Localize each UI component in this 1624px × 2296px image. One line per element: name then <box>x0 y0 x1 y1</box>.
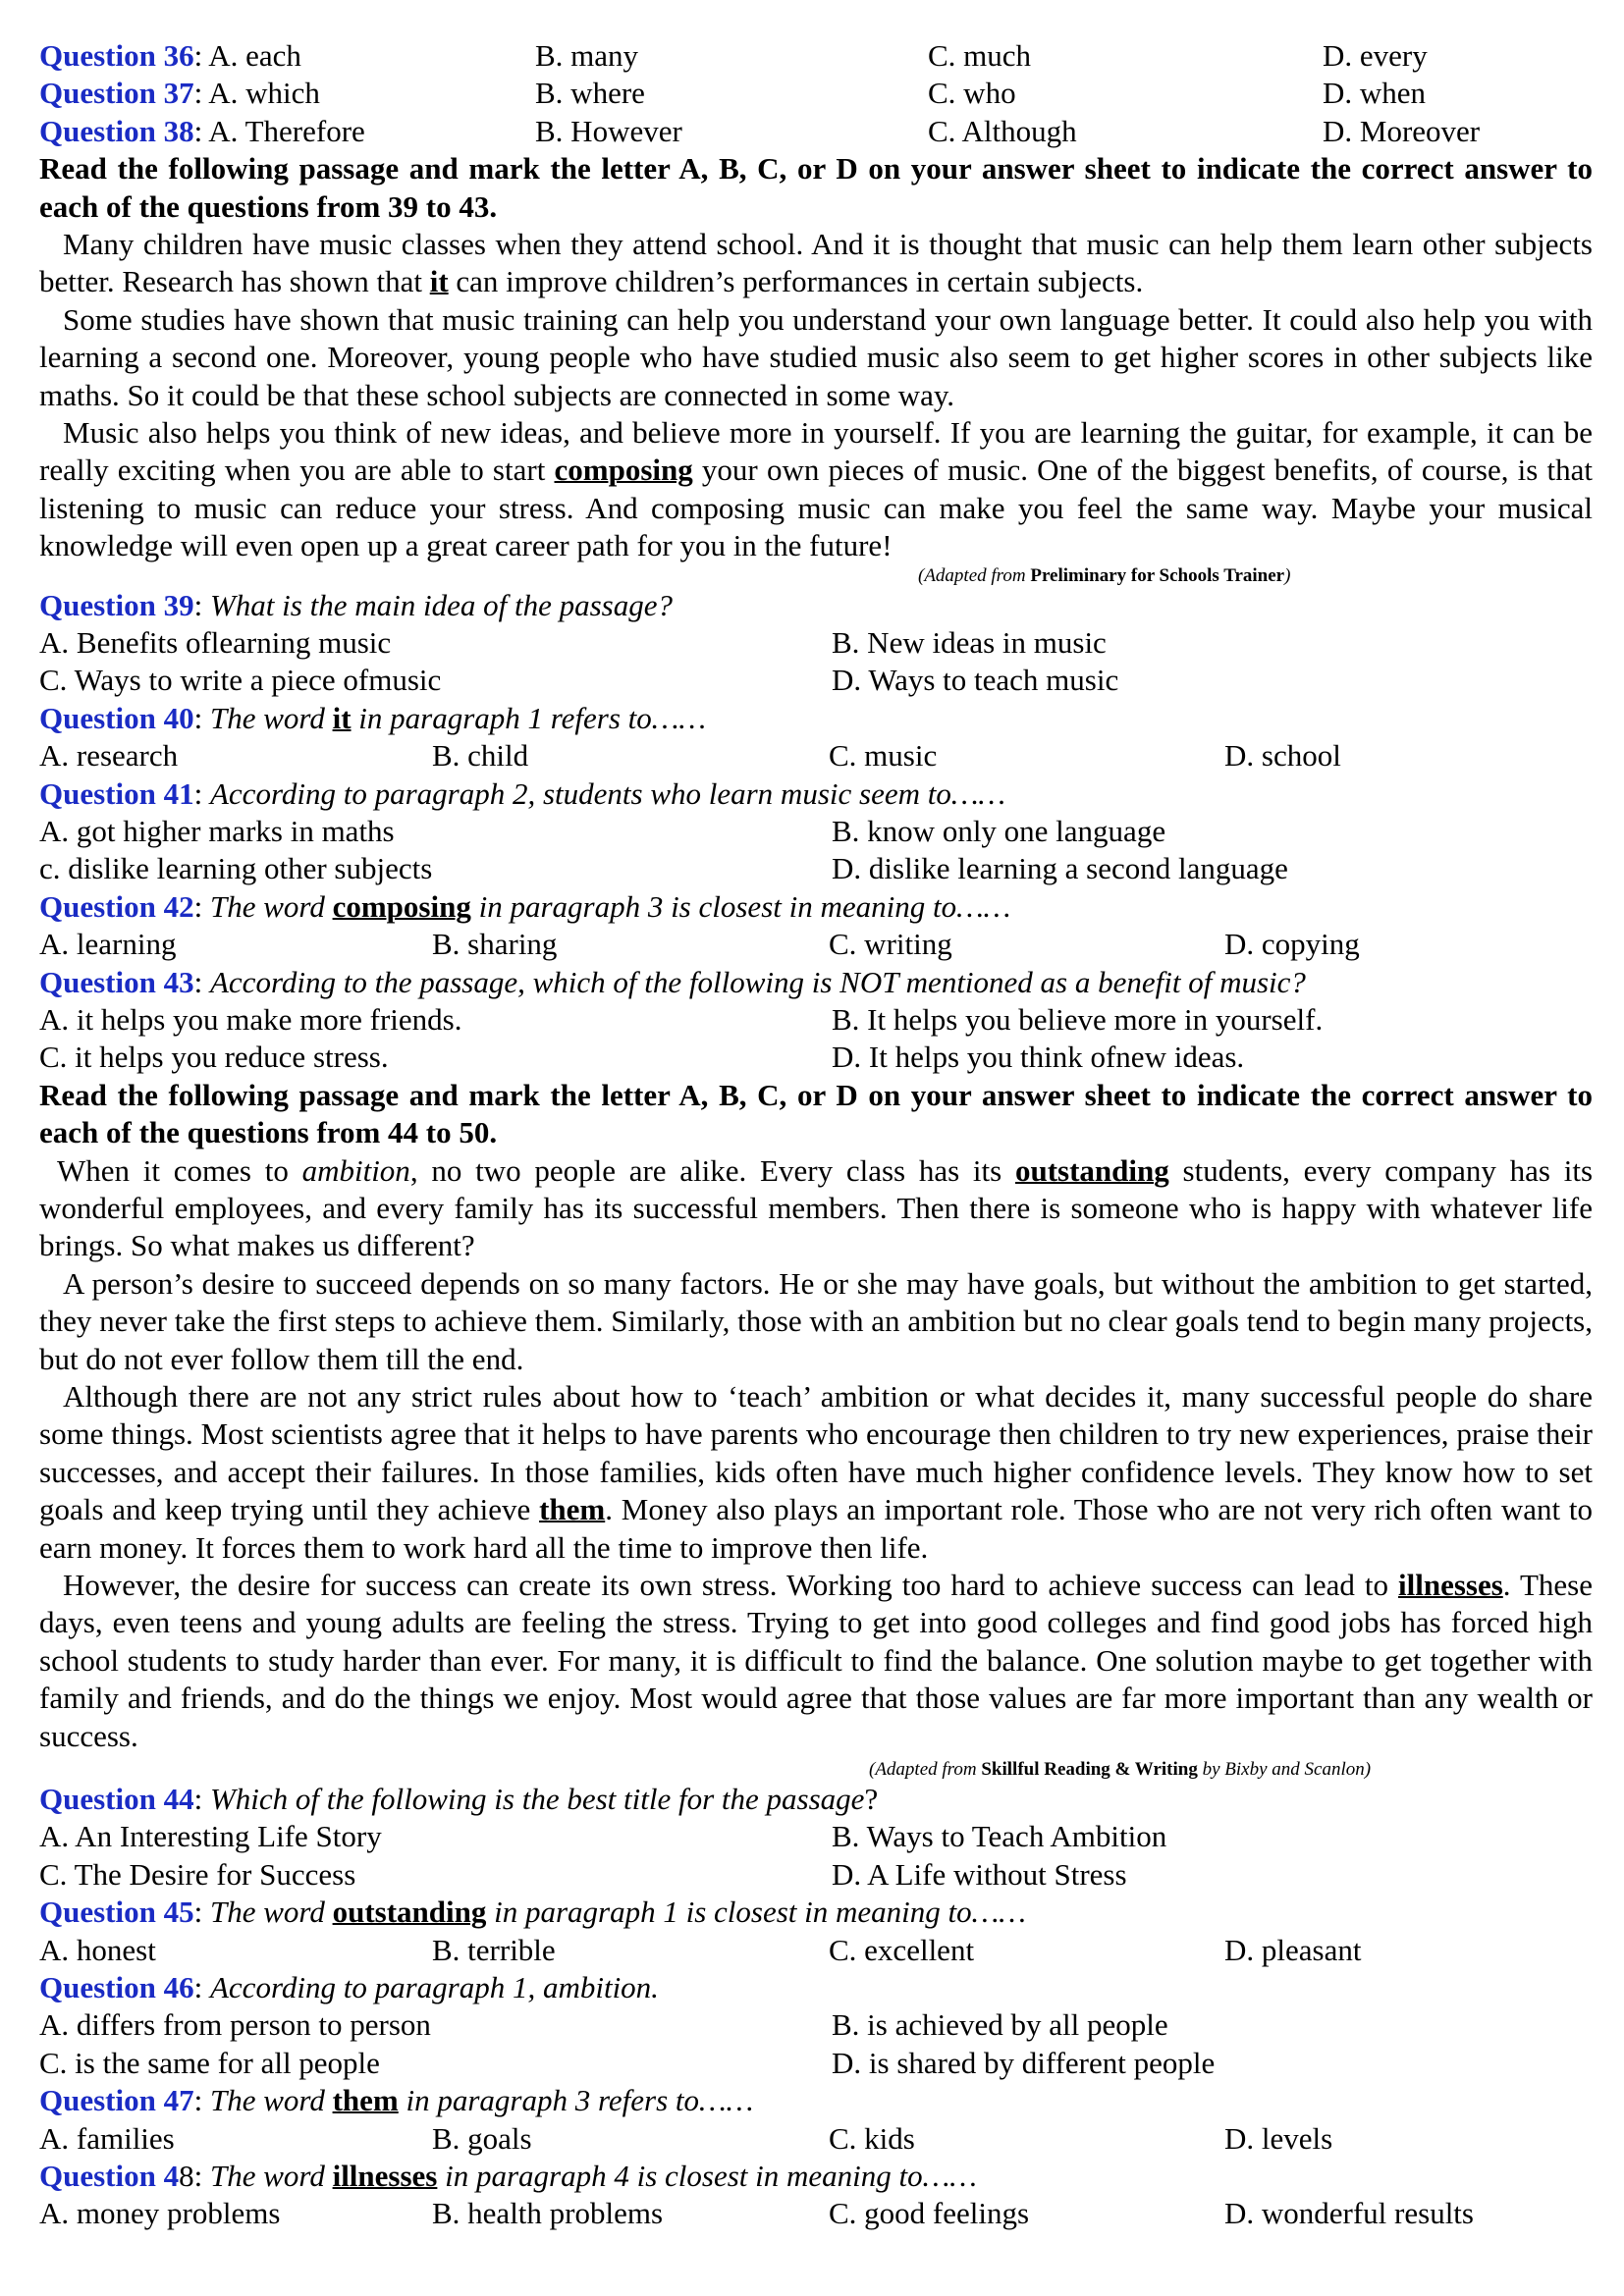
option-d: D. levels <box>1224 2120 1333 2156</box>
question-47-options <box>39 2120 1593 2158</box>
keyword-them: them <box>539 1492 606 1527</box>
passage2-paragraph-1: When it comes to ambition, no two people are alike. Every class has its outstanding students, every company has its wonderful employees, and every family has its successful members. Then there is someone who is happy with whatever life brings. So what makes us different? <box>39 1152 1594 1263</box>
option-a: A. Benefits oflearning music <box>39 625 392 661</box>
option-a: A. honest <box>39 1932 156 1967</box>
question-46-stem: Question 46 : According to paragraph 1, ambition. <box>39 1969 1593 2006</box>
option-d: D. school <box>1224 738 1341 774</box>
question-46-options-cd <box>39 2045 1593 2082</box>
passage1-paragraph-2: Some studies have shown that music training can help you understand your own language better. It could also help you with learning a second one. Moreover, young people who have studied music also seem to get higher scores in other subjects like maths. So it could be that these school subjects are connected in some way. <box>39 301 1593 412</box>
keyword-outstanding: outstanding <box>1014 1152 1169 1188</box>
option-b: B. New ideas in music <box>832 625 1107 661</box>
question-47-stem: Question 47 : The word them in paragraph 3 refers to…… <box>39 2082 1593 2119</box>
question-43-options-ab <box>39 1001 1593 1039</box>
passage1-paragraph-3: Music also helps you think of new ideas, and believe more in yourself. If you are learning the guitar, for example, it can be really exciting when you are able to start composing your own pieces of music. One of the biggest benefits, of course, is that listening to music can reduce your stress. And composing music can make you feel the same way. Maybe your musical knowledge will even open up a great career path for you in the future! <box>39 415 1594 563</box>
instruction-44-50: Read the following passage and mark the letter A, B, C, or D on your answer sheet to indicate the correct answer to each of the questions from 44 to 50. <box>39 1077 1593 1150</box>
option-b: B. child <box>432 738 529 774</box>
passage2-paragraph-2: A person’s desire to succeed depends on so many factors. He or she may have goals, but without the ambition to get started, they never take the first steps to achieve them. Similarly, those with an ambition but no clear goals tend to begin many projects, but do not ever follow them till the end. <box>39 1265 1593 1376</box>
question-label: Question 4 <box>39 2158 180 2193</box>
keyword-it: it <box>332 700 352 735</box>
option-b: B. goals <box>432 2120 532 2156</box>
question-36: Question 36: A. each B. many C. much D. every <box>39 37 1593 75</box>
question-40-stem: Question 40 : The word it in paragraph 1 refers to…… <box>39 700 1593 737</box>
option-b: B. health problems <box>432 2196 664 2231</box>
option-c: C. it helps you reduce stress. <box>39 1040 389 1075</box>
option-c: C. kids <box>829 2120 915 2156</box>
question-label: Question 47 <box>39 2083 194 2118</box>
option-b: B. is achieved by all people <box>832 2007 1168 2043</box>
option-d: D. It helps you think ofnew ideas. <box>832 1040 1245 1075</box>
question-48-stem: Question 4 8 : The word illnesses in paragraph 4 is closest in meaning to…… <box>39 2158 1593 2195</box>
option-d: D. pleasant <box>1224 1932 1362 1967</box>
option-b: B. However <box>535 113 682 148</box>
question-label: Question 43 <box>39 964 194 999</box>
option-a: A. research <box>39 738 179 774</box>
option-a: A. An Interesting Life Story <box>39 1819 382 1854</box>
option-a: A. Therefore <box>208 113 365 148</box>
option-b: B. sharing <box>432 927 558 962</box>
question-label: Question 37 <box>39 76 194 111</box>
option-a: A. it helps you make more friends. <box>39 1001 462 1037</box>
option-d: D. wonderful results <box>1224 2196 1474 2231</box>
question-39-stem: Question 39 : What is the main idea of the passage? <box>39 587 1593 624</box>
option-c: C. is the same for all people <box>39 2045 380 2080</box>
option-b: B. Ways to Teach Ambition <box>832 1819 1167 1854</box>
keyword-outstanding: outstanding <box>332 1895 487 1930</box>
question-label: Question 45 <box>39 1895 194 1930</box>
question-37: Question 37: A. which B. where C. who D. when <box>39 75 1593 112</box>
question-42-options <box>39 926 1593 963</box>
option-a: A. differs from person to person <box>39 2007 431 2043</box>
question-label: Question 41 <box>39 775 194 811</box>
option-c: C. Although <box>928 113 1077 148</box>
keyword-illnesses: illnesses <box>1397 1568 1503 1602</box>
option-d: D. A Life without Stress <box>832 1856 1127 1892</box>
option-d: D. is shared by different people <box>832 2045 1216 2080</box>
question-label: Question 40 <box>39 700 194 735</box>
question-45-stem: Question 45 : The word outstanding in paragraph 1 is closest in meaning to…… <box>39 1894 1593 1931</box>
question-43-options-cd <box>39 1039 1593 1076</box>
option-a: A. each <box>208 38 301 73</box>
option-c: C. writing <box>829 927 952 962</box>
option-d: D. copying <box>1224 927 1360 962</box>
option-b: B. many <box>535 38 639 73</box>
option-c: C. who <box>928 76 1016 111</box>
option-d: D. dislike learning a second language <box>832 851 1288 886</box>
question-46-options-ab <box>39 2006 1593 2044</box>
option-b: B. terrible <box>432 1932 556 1967</box>
option-c: C. Ways to write a piece ofmusic <box>39 663 442 698</box>
question-label: Question 38 <box>39 113 194 148</box>
option-c: C. The Desire for Success <box>39 1856 356 1892</box>
option-a: A. which <box>208 76 320 111</box>
option-c: C. excellent <box>829 1932 975 1967</box>
option-d: D. Moreover <box>1323 113 1481 148</box>
passage2-source: (Adapted from Skillful Reading & Writing by Bixby and Scanlon) <box>869 1759 1372 1781</box>
question-41-stem: Question 41 : According to paragraph 2, students who learn music seem to…… <box>39 775 1593 813</box>
option-a: A. money problems <box>39 2196 281 2231</box>
question-label: Question 42 <box>39 888 194 924</box>
keyword-composing: composing <box>332 888 471 924</box>
passage1-paragraph-1: Many children have music classes when they attend school. And it is thought that music can help them learn other subjects better. Research has shown that it can improve children’s performances in certain subjects. <box>39 226 1593 299</box>
keyword-it: it <box>429 264 449 299</box>
option-c: C. good feelings <box>829 2196 1030 2231</box>
exam-page <box>39 37 1593 2233</box>
passage2-paragraph-3: Although there are not any strict rules about how to ‘teach’ ambition or what decides it, many successful people do share some things. Most scientists agree that it helps to have parents who encourage then children to try new experiences, praise their successes, and accept their failures. In those families, kids often have much higher confidence levels. They know how to set goals and keep trying until they achieve them. Money also plays an important role. Those who are not very rich often want to earn money. It forces them to work hard all the time to improve then life. <box>39 1378 1593 1565</box>
question-44-options-ab <box>39 1818 1593 1855</box>
question-label: Question 44 <box>39 1782 194 1817</box>
question-48-options <box>39 2195 1593 2232</box>
question-43-stem: Question 43 : According to the passage, which of the following is NOT mentioned as a benefit of music? <box>39 964 1593 1001</box>
option-c: C. music <box>829 738 938 774</box>
question-44-options-cd <box>39 1856 1593 1894</box>
option-d: D. when <box>1323 76 1427 111</box>
keyword-illnesses: illnesses <box>332 2158 438 2193</box>
option-a: A. got higher marks in maths <box>39 813 395 848</box>
keyword-them: them <box>332 2083 399 2118</box>
question-label: Question 39 <box>39 587 194 622</box>
question-45-options <box>39 1932 1593 1969</box>
keyword-composing: composing <box>554 453 693 488</box>
question-41-options-ab <box>39 813 1593 850</box>
question-44-stem: Question 44 : Which of the following is the best title for the passage ? <box>39 1781 1593 1818</box>
passage1-source: (Adapted from Preliminary for Schools Trainer) <box>918 564 1291 586</box>
question-41-options-cd <box>39 850 1593 887</box>
option-c: c. dislike learning other subjects <box>39 851 433 886</box>
option-d: D. Ways to teach music <box>832 663 1119 698</box>
passage2-paragraph-4: However, the desire for success can create its own stress. Working too hard to achieve success can lead to illnesses. These days, even teens and young adults are feeling the stress. Trying to get into good colleges and find good jobs has forced high school students to study harder than ever. For many, it is difficult to find the balance. One solution maybe to get together with family and friends, and do the things we enjoy. Most would agree that those values are far more important than any wealth or success. <box>39 1568 1594 1753</box>
question-38: Question 38: A. Therefore B. However C. Although D. Moreover <box>39 113 1593 150</box>
option-b: B. It helps you believe more in yourself. <box>832 1001 1324 1037</box>
option-c: C. much <box>928 38 1032 73</box>
question-39-options-ab <box>39 624 1593 662</box>
question-40-options <box>39 737 1593 774</box>
question-label: Question 36 <box>39 38 194 73</box>
question-42-stem: Question 42 : The word composing in paragraph 3 is closest in meaning to…… <box>39 888 1593 926</box>
question-label: Question 46 <box>39 1969 194 2004</box>
option-a: A. learning <box>39 927 177 962</box>
instruction-39-43: Read the following passage and mark the letter A, B, C, or D on your answer sheet to indicate the correct answer to each of the questions from 39 to 43. <box>39 151 1593 224</box>
question-39-options-cd <box>39 662 1593 699</box>
option-b: B. where <box>535 76 645 111</box>
option-b: B. know only one language <box>832 813 1166 848</box>
option-a: A. families <box>39 2120 175 2156</box>
option-d: D. every <box>1323 38 1428 73</box>
